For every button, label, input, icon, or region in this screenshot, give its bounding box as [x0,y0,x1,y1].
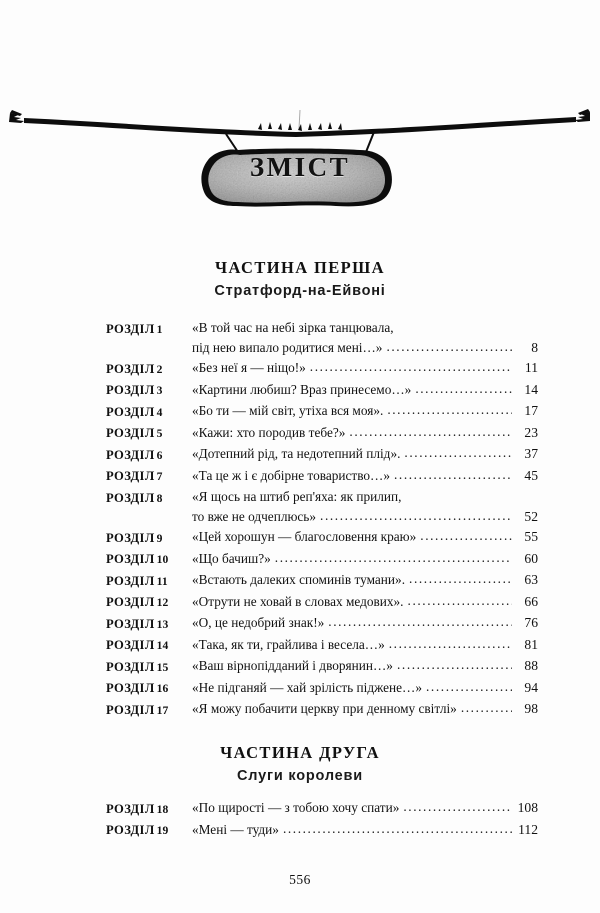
part-two-subtitle: Слуги королеви [237,768,363,784]
toc-entry[interactable] [106,549,538,571]
chapter-title: «Я щось на штиб реп'яха: як прилип, [192,489,402,504]
chapter-title: «Дотепний рід, та недотепний плід». [192,446,401,461]
page-number: 45 [524,467,538,483]
toc-entry[interactable] [106,635,538,657]
chapter-title: «Мені — туди» [192,821,279,837]
leader-dots [408,591,512,611]
toc-list-part-one [106,318,538,721]
chapter-title: «Отрути не ховай в словах медових». [192,593,404,609]
chapter-title-continued: під нею випало родитися мені…» [192,340,383,355]
chapter-label: РОЗДІЛ 13 [106,616,169,631]
chapter-label: РОЗДІЛ 17 [106,702,169,717]
chapter-label: РОЗДІЛ 4 [106,404,163,419]
toc-entry[interactable] [106,466,538,488]
part-heading-one [0,258,600,299]
chapter-label: РОЗДІЛ 5 [106,426,163,440]
toc-list-part-two [106,798,538,841]
leader-dots [386,337,512,357]
leader-dots [387,400,512,420]
chapter-label: РОЗДІЛ 14 [106,638,169,652]
leader-dots [320,506,512,526]
part-two-title: ЧАСТИНА ДРУГА [220,743,380,762]
toc-entry[interactable] [106,570,538,592]
folio-page-number: 556 [289,872,311,887]
toc-entry[interactable] [106,820,538,842]
chapter-label: РОЗДІЛ 11 [106,573,168,588]
chapter-title: «Картини любиш? Враз принесемо…» [192,381,412,397]
toc-entry[interactable] [106,487,538,527]
part-one-subtitle: Стратфорд-на-Ейвоні [214,283,386,299]
leader-dots [394,465,512,485]
chapter-title: «Ваш вірнопідданий і дворянин…» [192,658,393,673]
leader-dots [283,819,512,839]
page-number: 14 [524,381,538,397]
chapter-label: РОЗДІЛ 10 [106,552,169,566]
leader-dots [397,655,512,675]
page-number: 23 [524,424,538,440]
page-number: 52 [524,509,538,524]
page-number: 17 [524,403,538,418]
toc-entry[interactable] [106,401,538,423]
leader-dots [310,357,512,377]
toc-entry[interactable] [106,423,538,445]
chapter-title: «Та це ж і є добірне товариство…» [192,467,390,483]
toc-entry[interactable] [106,358,538,380]
chapter-title-continued: то вже не одчеплюсь» [192,509,317,524]
page-number: 88 [524,658,538,673]
leader-dots [461,698,512,718]
chapter-label: РОЗДІЛ 3 [106,383,163,397]
chapter-label: РОЗДІЛ 2 [106,361,163,376]
page-title: ЗМІСТ [249,152,351,182]
chapter-label: РОЗДІЛ 1 [106,321,163,336]
chapter-title: «Цей хорошун — благословення краю» [192,529,417,544]
page-number: 37 [524,446,538,461]
page-number: 60 [524,550,538,566]
page-number: 108 [517,800,538,815]
page-number: 81 [524,636,538,652]
part-one-title: ЧАСТИНА ПЕРША [215,258,385,277]
leader-dots [415,379,512,399]
page-number: 63 [524,572,538,587]
leader-dots [349,422,512,442]
chapter-title: «Що бачиш?» [192,550,271,566]
chapter-title: «В той час на небі зірка танцювала, [192,320,394,335]
leader-dots [403,797,512,817]
toc-entry[interactable] [106,380,538,402]
leader-dots [328,612,512,632]
chapter-label: РОЗДІЛ 19 [106,823,169,837]
toc-entry[interactable] [106,527,538,549]
chapter-title: «Така, як ти, грайлива і весела…» [192,636,385,652]
chapter-label: РОЗДІЛ 8 [106,490,163,505]
chapter-title: «Не підганяй — хай зрілість піджене…» [192,679,422,695]
page-number: 94 [524,679,538,695]
chapter-title: «Кажи: хто породив тебе?» [192,424,346,440]
leader-dots [389,634,512,654]
page-number: 76 [524,615,538,630]
toc-entry[interactable] [106,699,538,721]
chapter-label: РОЗДІЛ 9 [106,530,163,545]
chapter-title: «Без неї я — ніщо!» [192,360,306,375]
toc-entry[interactable] [106,444,538,466]
chapter-title: «Встають далеких споминів тумани». [192,572,406,587]
toc-entry[interactable] [106,613,538,635]
leader-dots [420,526,512,546]
leader-dots [426,677,512,697]
chapter-label: РОЗДІЛ 12 [106,595,169,609]
part-heading-two [0,743,600,784]
chapter-title: «Я можу побачити церкву при денному світлі» [192,701,457,716]
toc-entry[interactable] [106,318,538,358]
chapter-title: «По щирості — з тобою хочу спати» [192,800,400,815]
toc-entry[interactable] [106,592,538,614]
chapter-title: «Бо ти — мій світ, утіха вся моя». [192,403,384,418]
page-number: 98 [524,701,538,716]
toc-entry[interactable] [106,798,538,820]
chapter-title: «О, це недобрий знак!» [192,615,325,630]
chapter-label: РОЗДІЛ 7 [106,469,163,483]
page-number: 55 [524,529,538,544]
leader-dots [409,569,512,589]
page-number: 11 [524,360,538,375]
page-number: 8 [531,340,538,355]
toc-entry[interactable] [106,678,538,700]
chapter-label: РОЗДІЛ 15 [106,659,169,674]
page-number: 66 [524,593,538,609]
toc-entry[interactable] [106,656,538,678]
page-number: 112 [518,821,538,837]
chapter-label: РОЗДІЛ 18 [106,801,169,816]
chapter-label: РОЗДІЛ 16 [106,681,169,695]
leader-dots [275,548,512,568]
leader-dots [404,443,512,463]
chapter-label: РОЗДІЛ 6 [106,447,163,462]
